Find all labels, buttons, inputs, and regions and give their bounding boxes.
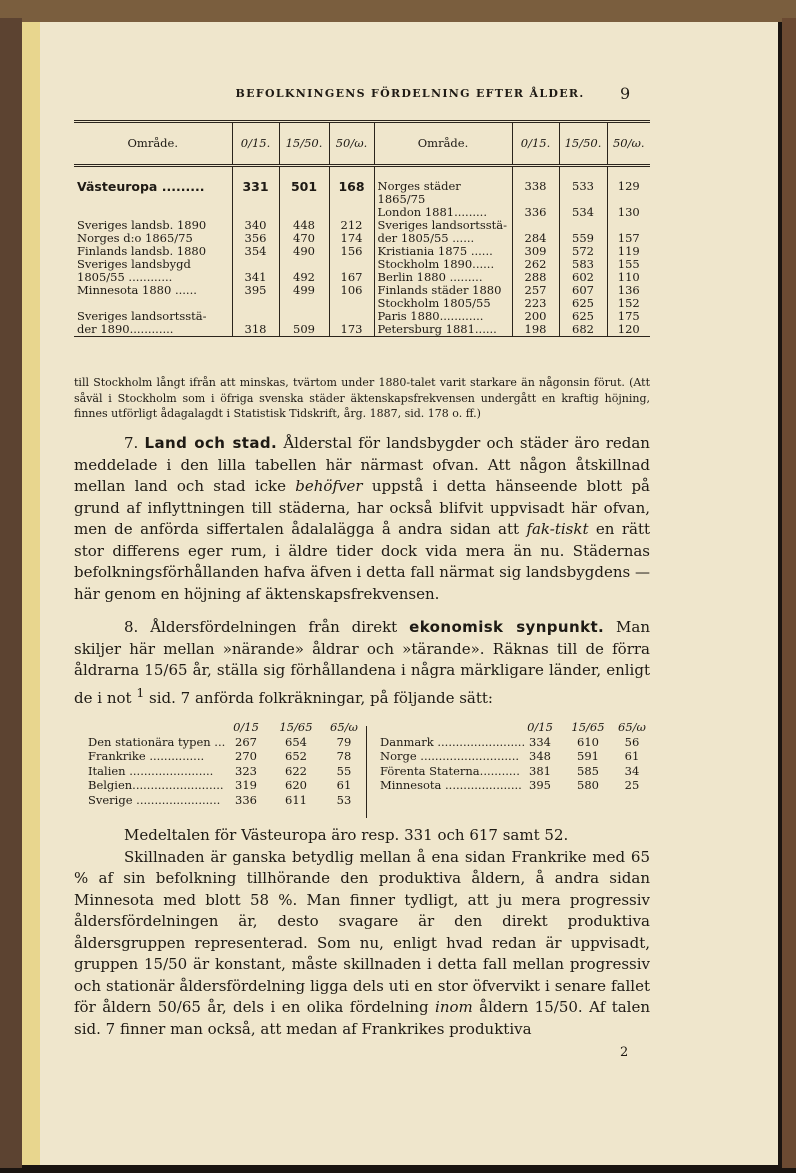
row-label: Förenta Staterna........... <box>380 763 520 778</box>
emphasis: fak-tiskt <box>526 520 589 538</box>
cell-value: 119 <box>607 245 650 258</box>
binding-strip <box>22 22 40 1165</box>
cell-value: 168 <box>329 180 374 206</box>
table-header-row <box>74 122 650 166</box>
body-text: Ålderstal för landsbygder och städer äro redan meddelade i den lilla tabellen här närmast ofvan. Att någon åtskillnad mellan land och stad icke <box>74 434 650 495</box>
signature-mark: 2 <box>620 1045 629 1060</box>
cell-value: 174 <box>329 232 374 245</box>
body-text: en rätt stor differens eger rum, i äldre tider dock vida mera än nu. Städernas befolkningsförhållanden hafva äfven i detta fall närmat sig landsbygdens — här genom en höjning af äktenskapsfrekvensen. <box>74 520 650 603</box>
body-text: Åldersfördelningen från direkt <box>138 618 410 636</box>
paragraph-mean: Medeltalen för Västeuropa äro resp. 331 och 617 samt 52. <box>124 826 569 844</box>
cell-value: 53 <box>336 792 352 807</box>
cell-value: 395 <box>529 778 551 792</box>
body-text: uppstå i detta hänseende blott på grund af inflyttningen till städerna, har också blifvit uppvisadt här ofvan, men de anförda siffertalen ådalalägga å andra sidan att <box>74 477 650 538</box>
cell-value: 338 <box>512 180 559 206</box>
cell-value: 625 <box>559 297 607 310</box>
cell-value: 501 <box>279 180 329 206</box>
cell-value: 492 <box>279 271 329 284</box>
cell-value: 620 <box>285 778 307 792</box>
section-8 <box>74 617 650 709</box>
cell-value: 356 <box>232 232 279 245</box>
cell-value: 200 <box>512 310 559 323</box>
row-label: Den stationära typen ... <box>88 734 226 749</box>
cell-value: 61 <box>624 749 640 763</box>
cell-value: 533 <box>559 180 607 206</box>
table-row <box>74 778 364 793</box>
cell-value: 130 <box>607 206 650 219</box>
column-header: 0/15. <box>512 122 559 166</box>
paragraph-difference <box>74 847 650 1041</box>
cell-value: 270 <box>235 749 257 763</box>
row-label: Berlin 1880 ......... <box>374 271 512 284</box>
cell-value: 448 <box>279 219 329 232</box>
cell-value: 25 <box>624 778 640 792</box>
row-label: Kristiania 1875 ...... <box>374 245 512 258</box>
footnote-ref: 1 <box>136 684 145 700</box>
row-label: Petersburg 1881...... <box>374 323 512 337</box>
section-title: Land och stad. <box>144 434 278 452</box>
cell-value: 106 <box>329 284 374 297</box>
section-7-paragraph <box>74 433 650 605</box>
cell-value: 490 <box>279 245 329 258</box>
cell-value: 682 <box>559 323 607 337</box>
cell-value: 167 <box>329 271 374 284</box>
cell-value: 34 <box>624 763 640 778</box>
cell-value <box>329 297 374 310</box>
column-header: Område. <box>74 122 232 166</box>
emphasis: behöfver <box>295 477 363 495</box>
column-header: 15/50. <box>559 122 607 166</box>
cell-value: 334 <box>529 734 551 749</box>
cell-value: 152 <box>607 297 650 310</box>
cell-value: 509 <box>279 323 329 337</box>
cell-value: 336 <box>235 792 257 807</box>
cell-value: 602 <box>559 271 607 284</box>
row-label: Paris 1880............ <box>374 310 512 323</box>
row-label: Norges d:o 1865/75 <box>77 231 193 245</box>
body-text: sid. 7 anförda folkräkningar, på följande sätt: <box>144 688 493 707</box>
cell-value: 323 <box>235 763 257 778</box>
row-label: Sveriges landsortsstä- <box>77 309 207 323</box>
table-row <box>374 778 650 793</box>
cell-value: 583 <box>559 258 607 271</box>
column-header: 15/65 <box>571 720 605 734</box>
row-label: der 1805/55 ...... <box>374 232 512 245</box>
row-label: Stockholm 1890...... <box>374 258 512 271</box>
cell-value: 654 <box>285 734 307 749</box>
footnote: till Stockholm långt ifrån att minskas, tvärtom under 1880-talet varit starkare än någonsin förut. (Att såväl i Stockholm som i öfriga svenska städer äktenskapsfrekvensen undergått en kraftig höjning, finnes utförligt ådagalagdt i Statistisk Tidskrift, årg. 1887, sid. 178 o. ff.) <box>74 376 650 420</box>
section-7 <box>74 433 650 605</box>
row-label: Sveriges landsb. 1890 <box>77 218 207 232</box>
cell-value: 257 <box>512 284 559 297</box>
cell-value: 470 <box>279 232 329 245</box>
cell-value: 129 <box>607 180 650 206</box>
section-title: ekonomisk synpunkt. <box>409 618 605 636</box>
running-title: BEFOLKNINGENS FÖRDELNING EFTER ÅLDER. <box>235 87 585 100</box>
cell-value: 155 <box>607 258 650 271</box>
column-header: Område. <box>374 122 512 166</box>
cell-value: 156 <box>329 245 374 258</box>
table-row <box>374 735 650 750</box>
table-header-row <box>74 720 364 735</box>
column-header: 50/ω. <box>329 122 374 166</box>
table-row <box>74 735 364 750</box>
table-header-row <box>374 720 650 735</box>
column-header: 15/65 <box>279 720 313 734</box>
row-label: Minnesota ..................... <box>380 778 522 792</box>
cell-value: 395 <box>232 284 279 297</box>
cell-value: 309 <box>512 245 559 258</box>
cell-value: 559 <box>559 232 607 245</box>
row-label: 1805/55 ............ <box>77 270 173 284</box>
cell-value: 173 <box>329 323 374 337</box>
cell-value: 175 <box>607 310 650 323</box>
section-number: 8. <box>124 618 139 636</box>
row-label: Norge ........................... <box>380 749 520 763</box>
row-label: Finlands landsb. 1880 <box>77 244 207 258</box>
row-label: Belgien......................... <box>88 778 224 792</box>
cell-value: 198 <box>512 323 559 337</box>
row-label: Finlands städer 1880 <box>374 284 512 297</box>
column-header: 50/ω. <box>607 122 650 166</box>
book-cover-right <box>782 18 796 1168</box>
row-label: der 1890............ <box>74 323 232 337</box>
cell-value <box>232 297 279 310</box>
closing-paragraphs <box>74 825 650 1040</box>
cell-value: 78 <box>336 749 352 763</box>
cell-value: 348 <box>529 749 551 763</box>
left-column <box>74 720 364 807</box>
scan-background-top <box>0 0 796 22</box>
cell-value: 136 <box>607 284 650 297</box>
section-8-paragraph <box>74 617 650 709</box>
table-row <box>74 284 650 297</box>
cell-value: 110 <box>607 271 650 284</box>
cell-value: 284 <box>512 232 559 245</box>
column-header: 65/ω <box>618 720 646 734</box>
body-text: Man skiljer här mellan »närande» åldrar och »tärande». Räknas till de förra åldrarna 15/65 år, ställa sig förhållandena i några märkligare länder, enligt de i not <box>74 618 650 707</box>
table-row <box>74 323 650 337</box>
cell-value: 572 <box>559 245 607 258</box>
cell-value: 262 <box>512 258 559 271</box>
table-row <box>74 764 364 779</box>
table-row <box>374 764 650 779</box>
column-separator <box>366 726 367 818</box>
cell-value: 55 <box>336 763 352 778</box>
cell-value: 534 <box>559 206 607 219</box>
row-label: Minnesota 1880 ...... <box>77 283 197 297</box>
row-label: Frankrike ............... <box>88 749 205 763</box>
cell-value <box>279 297 329 310</box>
table-row <box>374 749 650 764</box>
right-column <box>374 720 650 793</box>
row-label: Sverige ....................... <box>88 792 221 807</box>
cell-value: 580 <box>577 778 599 792</box>
cell-value: 212 <box>329 219 374 232</box>
column-header: 65/ω <box>330 720 358 734</box>
cell-value: 341 <box>232 271 279 284</box>
cell-value: 340 <box>232 219 279 232</box>
body-text: åldern 15/50. Af talen sid. 7 finner man också, att medan af Frankrikes produktiva <box>74 998 650 1038</box>
cell-value: 56 <box>624 734 640 749</box>
age-distribution-table <box>74 120 650 337</box>
row-label: Sveriges landsortsstä- <box>374 219 512 232</box>
cell-value: 319 <box>235 778 257 792</box>
cell-value: 652 <box>285 749 307 763</box>
row-label: Västeuropa ......... <box>77 179 205 194</box>
cell-value: 288 <box>512 271 559 284</box>
column-header: 15/50. <box>279 122 329 166</box>
cell-value: 625 <box>559 310 607 323</box>
table-row <box>74 749 364 764</box>
section-number: 7. <box>124 434 139 452</box>
row-label: Danmark ........................ <box>380 734 526 749</box>
cell-value: 499 <box>279 284 329 297</box>
book-cover-left <box>0 18 22 1168</box>
cell-value: 381 <box>529 763 551 778</box>
body-text: Skillnaden är ganska betydlig mellan å ena sidan Frankrike med 65 % af sin befolkning tillhörande den produktiva åldern, å andra sidan Minnesota med blott 58 %. Man finner tydligt, att ju mera progressiv åldersfördelningen är, desto svagare är den direkt produktiva åldersgruppen representerad. Som nu, enligt hvad redan är uppvisadt, gruppen 15/50 är konstant, måste skillnaden i detta fall mellan progressiv och stationär åldersfördelning ligga dels uti en stor öfvervikt i senare fallet för åldern 50/65 år, dels i en olika fördelning <box>74 847 650 1016</box>
cell-value: 61 <box>336 778 352 792</box>
cell-value: 610 <box>577 734 599 749</box>
column-header: 0/15 <box>527 720 553 734</box>
cell-value: 591 <box>577 749 599 763</box>
row-label: London 1881......... <box>374 206 512 219</box>
cell-value: 318 <box>232 323 279 337</box>
cell-value: 354 <box>232 245 279 258</box>
column-header: 0/15. <box>232 122 279 166</box>
cell-value: 336 <box>512 206 559 219</box>
page-number: 9 <box>620 84 631 103</box>
cell-value: 157 <box>607 232 650 245</box>
table-row <box>74 180 650 206</box>
cell-value: 585 <box>577 763 599 778</box>
row-label: Stockholm 1805/55 <box>374 297 512 310</box>
emphasis: inom <box>435 998 473 1016</box>
row-label: Italien ....................... <box>88 763 214 778</box>
cell-value: 607 <box>559 284 607 297</box>
cell-value: 120 <box>607 323 650 337</box>
cell-value: 267 <box>235 734 257 749</box>
cell-value: 622 <box>285 763 307 778</box>
cell-value: 331 <box>232 180 279 206</box>
cell-value: 223 <box>512 297 559 310</box>
row-label: Norges städer 1865/75 <box>374 180 512 206</box>
column-header: 0/15 <box>233 720 259 734</box>
row-label: Sveriges landsbygd <box>77 257 191 271</box>
cell-value: 79 <box>336 734 352 749</box>
cell-value: 611 <box>285 792 307 807</box>
table-row <box>74 793 364 808</box>
